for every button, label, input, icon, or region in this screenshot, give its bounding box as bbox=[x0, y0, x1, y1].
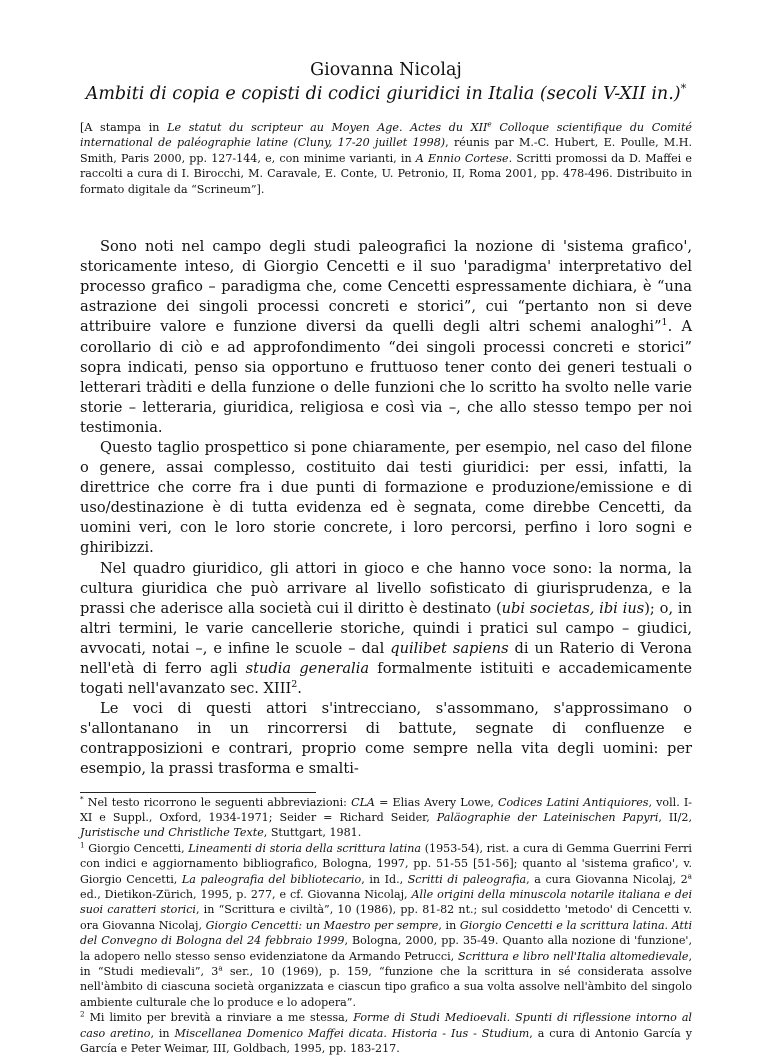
footnote-divider bbox=[80, 792, 316, 793]
footnote-1: $^1$ Giorgio Cencetti, Lineamenti di storia della scrittura latina (1953-54), rist. a cura di Gemma Guerrini Ferri con indici e aggiornamento bibliografico, Bologna, 1997, pp. 51-55 [51-56]; quanto al 'sistema grafico', v. Giorgio Cencetti, La paleografia del bibliotecario, in Id., Scritti di paleografia, a cura Giovanna Nicolaj, 2$^a$ ed., Dietikon-Zürich, 1995, p. 277, e cf. Giovanna Nicolaj, Alle origini della minuscola notarile italiana e dei suoi caratteri storici, in “Scrittura e civiltà”, 10 (1986), pp. 81-82 nt.; sul cosiddetto 'metodo' di Cencetti v. ora Giovanna Nicolaj, Giorgio Cencetti: un Maestro per sempre, in Giorgio Cencetti e la scrittura latina. Atti del Convegno di Bologna del 24 febbraio 1999, Bologna, 2000, pp. 35-49. Quanto alla nozione di 'funzione', la adopero nello stesso senso evidenziatone da Armando Petrucci, Scrittura e libro nell'Italia altomedievale, in “Studi medievali”, 3$^a$ ser., 10 (1969), p. 159, “funzione che la scrittura in sé considerata assolve nell'àmbito di ciascuna società organizzata e ciascun tipo grafico a sua volta assolve nell'àmbito del singolo ambiente culturale che lo produce e lo adopera”. bbox=[80, 840, 693, 1009]
footnote-2: $^2$ Mi limito per brevità a rinviare a me stessa, Forme di Studi Medioevali. Spunti di riflessione intorno al caso aretino, in Miscellanea Domenico Maffei dicata. Historia - Ius - Studium, a cura di Antonio García y García e Peter Weimar, III, Goldbach, 1995, pp. 183-217. bbox=[80, 1009, 692, 1056]
second-title: A Ennio Cortese bbox=[415, 151, 509, 165]
footnote-ref-1[interactable]: 1 bbox=[661, 317, 668, 329]
footnote-star: * Nel testo ricorrono le seguenti abbreviazioni: CLA = Elias Avery Lowe, Codices Latini Antiquiores, voll. I-XI e Suppl., Oxford, 1934-1971; Seider = Richard Seider, Paläographie der Lateinischen Papyri, II/2, Juristische und Christliche Texte, Stuttgart, 1981. bbox=[80, 793, 693, 840]
paragraph-3: Nel quadro giuridico, gli attori in gioco e che hanno voce sono: la norma, la cultura giuridica che può arrivare al livello sofisticato di giurisprudenza, e la prassi che aderisce alla società cui il diritto è destinato (ubi societas, ibi ius); o, in altri termini, le varie cancellerie storiche, quindi i pratici sul campo – giudici, avvocati, notai –, e infine le scuole – dal quilibet sapiens di un Raterio di Verona nell'età di ferro agli studia generalia formalmente istituiti e accademicamente togati nell'avanzato sec. XIII$^2$. bbox=[80, 559, 692, 698]
author-name: Giovanna Nicolaj bbox=[310, 60, 462, 80]
paper-title-text: Ambiti di copia e copisti di codici giuridici in Italia (secoli V-XII in.) bbox=[85, 84, 681, 104]
paper-title bbox=[80, 82, 692, 106]
publication-note: [A stampa in Le statut du scripteur au Moyen Age. Actes du XIIe Colloque scientifique du Comité international de paléographie latine (Cluny, 17-20 juillet 1998), réunis par M.-C. Hubert, E. Poulle, M.H. Smith, Paris 2000, pp. 127-144, e, con minime varianti, in A Ennio Cortese. Scritti promossi da D. Maffei e raccolti a cura di I. Birocchi, M. Caravale, E. Conte, U. Petronio, II, Roma 2001, pp. 478-496. Distribuito in formato digitale da “Scrineum”]. bbox=[80, 119, 692, 196]
paragraph-4: Le voci di questi attori s'intrecciano, s'assommano, s'approssimano o s'allontanano in un rincorrersi di battute, segnate di confluenze e contrapposizioni e contrari, proprio come sempre nella vita degli uomini: per esempio, la prassi trasforma e smalti- bbox=[80, 700, 692, 778]
paragraph-2: Questo taglio prospettico si pone chiaramente, per esempio, nel caso del filone o genere, assai complesso, costituito dai testi giuridici: per essi, infatti, la direttrice che corre fra i due punti di formazione e produzione/emissione e di uso/destinazione è di tutta evidenza ed è segnata, come direbbe Cencetti, da uomini veri, con le loro storie concrete, i loro percorsi, perfino i loro sogni e ghiribizzi. bbox=[80, 438, 692, 557]
main-text bbox=[80, 237, 692, 780]
document-page bbox=[80, 50, 692, 1056]
title-footnote-mark: * bbox=[680, 81, 687, 96]
collection-title: Le statut du scripteur au Moyen Age. Actes du XIIe Colloque scientifique du Comité international de paléographie latine (Cluny, 17-20 juillet 1998) bbox=[80, 119, 692, 150]
paragraph-1: Sono noti nel campo degli studi paleografici la nozione di 'sistema grafico', storicamente inteso, di Giorgio Cencetti e il suo 'paradigma' interpretativo del processo grafico – paradigma che, come Cencetti espressamente dichiara, è “una astrazione dei singoli processi concreti e storici”, cui “pertanto non si deve attribuire valore e funzione diversi da quelli degli altri schemi analoghi”$^1$. A corollario di ciò e ad approfondimento “dei singoli processi concreti e storici” sopra indicati, penso sia opportuno e fruttuoso tener conto dei generi testuali o letterari tràditi e della funzione o delle funzioni che lo scritto ha svolto nelle varie storie – letteraria, giuridica, religiosa e così via –, che allo stesso tempo per noi testimonia. bbox=[80, 238, 692, 436]
footnote-ref-2[interactable]: 2 bbox=[291, 679, 298, 691]
